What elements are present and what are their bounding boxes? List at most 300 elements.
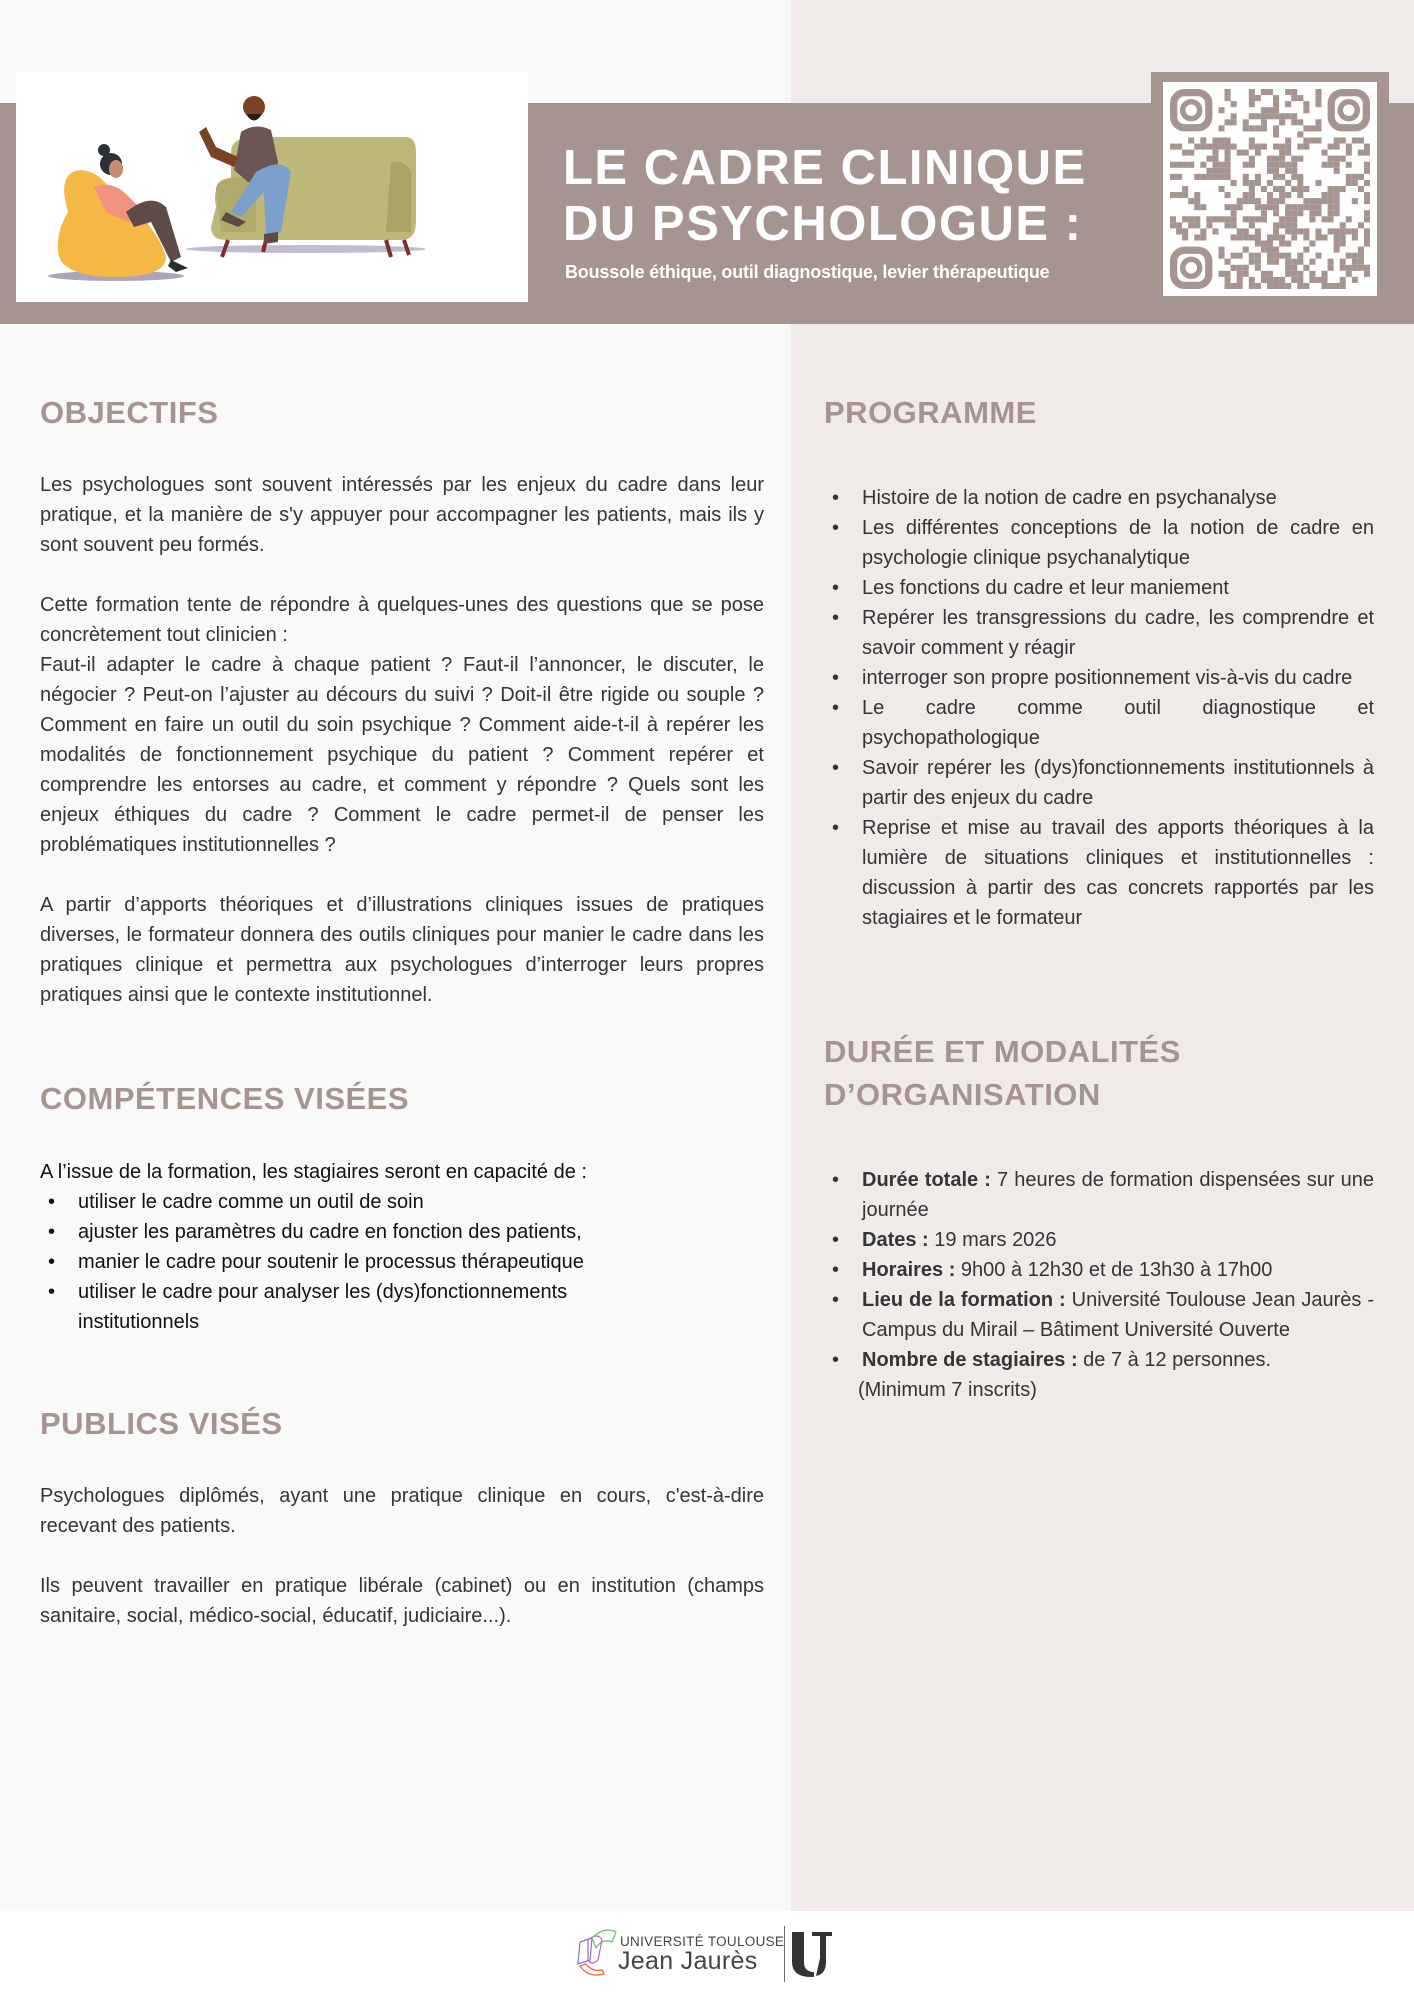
qr-module [1231,180,1237,186]
qr-module [1291,168,1297,174]
qr-module [1212,162,1218,168]
qr-module [1273,95,1279,101]
qr-module [1243,119,1249,125]
qr-module [1364,150,1370,156]
bullet-icon: • [832,1169,840,1191]
qr-finder-center [1183,102,1200,119]
competences-list [40,1187,660,1337]
qr-module [1218,125,1224,131]
qr-module [1249,253,1255,259]
qr-module [1255,283,1261,289]
qr-module [1322,283,1328,289]
qr-module [1188,150,1194,156]
qr-module [1231,144,1237,150]
qr-module [1364,234,1370,240]
qr-module [1243,228,1249,234]
qr-module [1231,204,1237,210]
qr-module [1328,144,1334,150]
qr-module [1328,186,1334,192]
qr-module [1188,162,1194,168]
qr-module [1279,174,1285,180]
qr-module [1291,204,1297,210]
qr-module [1358,222,1364,228]
qr-module [1303,186,1309,192]
qr-module [1243,150,1249,156]
qr-module [1212,137,1218,143]
qr-module [1225,271,1231,277]
qr-module [1237,228,1243,234]
qr-module [1206,222,1212,228]
qr-module [1218,144,1224,150]
qr-module [1309,204,1315,210]
qr-module [1243,180,1249,186]
qr-module [1358,137,1364,143]
therapy-session-illustration [16,72,528,302]
qr-module [1261,186,1267,192]
qr-module [1352,234,1358,240]
qr-module [1352,265,1358,271]
qr-module [1334,192,1340,198]
qr-module [1285,204,1291,210]
objectifs-paragraph: A partir d’apports théoriques et d’illustrations cliniques issues de pratiques diverses, le formateur donnera des outils cliniques pour manier le cadre dans les pratiques clinique et permettra aux psychologues d’interroger leurs propres pratiques ainsi que le contexte institutionnel. [40,894,764,1006]
list-item: • Reprise et mise au travail des apports théoriques à la lumière de situations cliniques et institutionnelles : discussion à partir des cas concrets rapportés par les stagiaires et le formateur [824,813,1374,933]
qr-module [1267,271,1273,277]
qr-module [1249,156,1255,162]
bullet-icon: • [48,1221,56,1243]
qr-module [1237,277,1243,283]
qr-module [1237,265,1243,271]
qr-module [1303,101,1309,107]
qr-module [1358,174,1364,180]
qr-module [1285,210,1291,216]
qr-module [1291,210,1297,216]
qr-module [1231,119,1237,125]
qr-module [1225,168,1231,174]
qr-module [1340,222,1346,228]
qr-module [1237,198,1243,204]
qr-module [1285,222,1291,228]
qr-module [1261,89,1267,95]
bullet-icon: • [832,1349,840,1371]
qr-module [1170,222,1176,228]
qr-module [1200,162,1206,168]
qr-module [1255,204,1261,210]
qr-module [1322,271,1328,277]
title-line-2: DU PSYCHOLOGUE : [563,197,1083,251]
qr-module [1297,283,1303,289]
qr-module [1273,168,1279,174]
qr-module [1334,144,1340,150]
qr-module [1340,186,1346,192]
bullet-icon: • [832,607,840,629]
qr-module [1243,174,1249,180]
qr-module [1291,277,1297,283]
qr-module [1267,180,1273,186]
qr-module [1243,216,1249,222]
qr-module [1261,277,1267,283]
qr-module [1206,168,1212,174]
qr-module [1176,162,1182,168]
qr-module [1303,265,1309,271]
qr-module [1346,228,1352,234]
qr-module [1285,241,1291,247]
qr-module [1303,107,1309,113]
qr-code-frame [1151,72,1389,306]
qr-module [1309,198,1315,204]
qr-module [1273,144,1279,150]
qr-module [1237,253,1243,259]
qr-module [1315,277,1321,283]
item-label: Horaires : [862,1259,956,1281]
qr-module [1261,241,1267,247]
qr-finder [1174,250,1209,285]
qr-module [1285,259,1291,265]
qr-module [1322,277,1328,283]
list-item: • Les fonctions du cadre et leur maniement [824,573,1374,603]
qr-module [1225,283,1231,289]
qr-module [1194,198,1200,204]
qr-module [1261,247,1267,253]
qr-module [1279,162,1285,168]
qr-module [1243,265,1249,271]
qr-module [1225,119,1231,125]
qr-module [1225,216,1231,222]
item-label: Lieu de la formation : [862,1289,1066,1311]
qr-module [1358,253,1364,259]
qr-module [1225,137,1231,143]
qr-module [1358,259,1364,265]
qr-module [1309,259,1315,265]
qr-module [1285,180,1291,186]
bullet-icon: • [48,1191,56,1213]
qr-module [1200,204,1206,210]
qr-module [1237,234,1243,240]
qr-module [1255,198,1261,204]
list-item: • utiliser le cadre comme un outil de soin [40,1187,660,1217]
list-item [824,1165,1374,1225]
qr-module [1273,222,1279,228]
objectifs-paragraph: Cette formation tente de répondre à quelques-unes des questions que se pose concrètement tout clinicien : [40,594,764,646]
qr-module [1279,119,1285,125]
qr-module [1334,204,1340,210]
qr-module [1358,150,1364,156]
qr-module [1334,156,1340,162]
qr-module [1261,107,1267,113]
qr-module [1225,222,1231,228]
qr-module [1328,156,1334,162]
objectifs-text [40,470,764,1010]
section-heading-objectifs: OBJECTIFS [40,395,219,430]
qr-module [1267,204,1273,210]
bullet-icon: • [832,1229,840,1251]
qr-module [1249,101,1255,107]
modalites-note: (Minimum 7 inscrits) [858,1379,1037,1401]
qr-module [1328,216,1334,222]
qr-module [1315,204,1321,210]
qr-module [1200,144,1206,150]
qr-module [1249,234,1255,240]
qr-module [1309,277,1315,283]
qr-module [1237,204,1243,210]
qr-module [1273,277,1279,283]
section-heading-modalites [824,1030,1181,1116]
item-label: Nombre de stagiaires : [862,1349,1078,1371]
qr-module [1249,283,1255,289]
qr-module [1267,241,1273,247]
qr-module [1194,204,1200,210]
qr-module [1309,241,1315,247]
qr-module [1218,186,1224,192]
item-value: 19 mars 2026 [928,1229,1057,1251]
qr-module [1297,119,1303,125]
qr-module [1303,137,1309,143]
qr-module [1315,125,1321,131]
qr-module [1255,180,1261,186]
list-item: • Les différentes conceptions de la notion de cadre en psychologie clinique psychanalytique [824,513,1374,573]
page-subtitle: Boussole éthique, outil diagnostique, levier thérapeutique [565,262,1050,282]
qr-module [1212,168,1218,174]
qr-finder-center [1340,102,1357,119]
qr-module [1249,277,1255,283]
list-item: • interroger son propre positionnement vis-à-vis du cadre [824,663,1374,693]
qr-module [1364,192,1370,198]
qr-module [1340,241,1346,247]
list-item: • ajuster les paramètres du cadre en fonction des patients, [40,1217,660,1247]
qr-module [1170,174,1176,180]
qr-module [1273,253,1279,259]
qr-module [1267,107,1273,113]
qr-module [1170,192,1176,198]
qr-module [1206,144,1212,150]
qr-module [1249,95,1255,101]
qr-module [1273,186,1279,192]
qr-module [1285,162,1291,168]
qr-module [1322,192,1328,198]
qr-module [1267,162,1273,168]
qr-module [1188,216,1194,222]
qr-module [1334,162,1340,168]
qr-module [1303,247,1309,253]
qr-module [1255,174,1261,180]
qr-module [1352,253,1358,259]
qr-module [1340,283,1346,289]
qr-module [1255,253,1261,259]
qr-module [1273,101,1279,107]
qr-module [1273,107,1279,113]
qr-module [1200,137,1206,143]
qr-module [1340,234,1346,240]
qr-module [1291,119,1297,125]
qr-module [1303,228,1309,234]
qr-module [1291,156,1297,162]
qr-module [1352,277,1358,283]
qr-module [1322,234,1328,240]
qr-module [1225,204,1231,210]
qr-module [1297,180,1303,186]
qr-module [1291,95,1297,101]
qr-module [1291,174,1297,180]
competences-intro: A l’issue de la formation, les stagiaires seront en capacité de : [40,1161,587,1183]
qr-module [1255,265,1261,271]
item-value: 7 heures de formation dispensées sur une journée [862,1169,1374,1221]
qr-module [1218,137,1224,143]
qr-module [1273,113,1279,119]
qr-module [1364,144,1370,150]
qr-module [1267,247,1273,253]
qr-module [1255,228,1261,234]
qr-finder-center [1183,259,1200,276]
qr-module [1212,156,1218,162]
item-label: Dates : [862,1229,929,1251]
qr-module [1358,265,1364,271]
qr-module [1206,174,1212,180]
qr-module [1346,271,1352,277]
qr-module [1285,283,1291,289]
qr-module [1364,168,1370,174]
qr-module [1328,198,1334,204]
item-value: 9h00 à 12h30 et de 13h30 à 17h00 [955,1259,1273,1281]
qr-module [1273,228,1279,234]
qr-module [1297,253,1303,259]
qr-module [1249,198,1255,204]
qr-module [1279,113,1285,119]
qr-module [1261,210,1267,216]
qr-module [1328,210,1334,216]
qr-module [1188,198,1194,204]
qr-module [1273,283,1279,289]
qr-module [1297,192,1303,198]
qr-module [1285,137,1291,143]
qr-module [1231,265,1237,271]
qr-module [1231,283,1237,289]
qr-module [1182,216,1188,222]
qr-module [1249,192,1255,198]
qr-code[interactable] [1163,82,1377,296]
qr-module [1285,216,1291,222]
qr-module [1273,174,1279,180]
qr-module [1267,168,1273,174]
qr-module [1297,156,1303,162]
qr-module [1352,174,1358,180]
qr-module [1334,137,1340,143]
qr-module [1309,210,1315,216]
qr-module [1255,216,1261,222]
qr-module [1285,89,1291,95]
qr-module [1176,228,1182,234]
modalites-heading-line-2: D’ORGANISATION [824,1077,1101,1112]
qr-module [1273,234,1279,240]
qr-module [1279,222,1285,228]
qr-module [1249,113,1255,119]
qr-module [1267,283,1273,289]
bullet-icon: • [48,1251,56,1273]
qr-module [1279,186,1285,192]
qr-module [1328,228,1334,234]
qr-code-icon [1170,89,1370,289]
qr-module [1231,253,1237,259]
qr-module [1328,283,1334,289]
qr-module [1182,234,1188,240]
qr-module [1279,283,1285,289]
qr-module [1309,125,1315,131]
qr-module [1297,95,1303,101]
qr-module [1315,180,1321,186]
bullet-icon: • [832,817,840,839]
qr-module [1291,113,1297,119]
qr-module [1352,180,1358,186]
qr-module [1291,265,1297,271]
qr-module [1315,253,1321,259]
item-label: Durée totale : [862,1169,991,1191]
qr-module [1340,277,1346,283]
qr-module [1334,186,1340,192]
qr-module [1297,186,1303,192]
qr-module [1237,283,1243,289]
qr-module [1249,222,1255,228]
item-value: Université Toulouse Jean Jaurès - Campus du Mirail – Bâtiment Université Ouverte [862,1289,1374,1341]
qr-module [1340,259,1346,265]
qr-module [1182,162,1188,168]
qr-module [1364,216,1370,222]
qr-module [1315,95,1321,101]
qr-module [1273,131,1279,137]
qr-module [1328,259,1334,265]
qr-module [1176,192,1182,198]
qr-module [1231,222,1237,228]
qr-module [1315,101,1321,107]
qr-module [1212,144,1218,150]
qr-module [1303,204,1309,210]
qr-module [1352,137,1358,143]
qr-finder [1174,93,1209,128]
logo-divider [784,1926,785,1982]
qr-module [1279,192,1285,198]
qr-module [1285,101,1291,107]
qr-module [1322,216,1328,222]
qr-module [1315,89,1321,95]
qr-module [1328,265,1334,271]
qr-module [1188,222,1194,228]
qr-module [1225,174,1231,180]
qr-module [1334,210,1340,216]
qr-module [1225,95,1231,101]
qr-module [1218,174,1224,180]
section-heading-competences: COMPÉTENCES VISÉES [40,1081,410,1116]
qr-module [1225,156,1231,162]
qr-module [1194,174,1200,180]
qr-module [1267,253,1273,259]
qr-module [1303,198,1309,204]
qr-module [1273,198,1279,204]
qr-module [1170,162,1176,168]
page-title [563,140,1087,252]
qr-module [1285,253,1291,259]
list-item: • Repérer les transgressions du cadre, les comprendre et savoir comment y réagir [824,603,1374,663]
qr-module [1225,150,1231,156]
qr-module [1279,234,1285,240]
qr-module [1328,192,1334,198]
qr-module [1218,168,1224,174]
qr-module [1261,144,1267,150]
qr-module [1212,228,1218,234]
university-emblem-icon [574,1926,618,1982]
qr-module [1212,174,1218,180]
qr-module [1291,186,1297,192]
qr-module [1303,234,1309,240]
qr-module [1218,253,1224,259]
qr-module [1315,210,1321,216]
qr-module [1285,271,1291,277]
